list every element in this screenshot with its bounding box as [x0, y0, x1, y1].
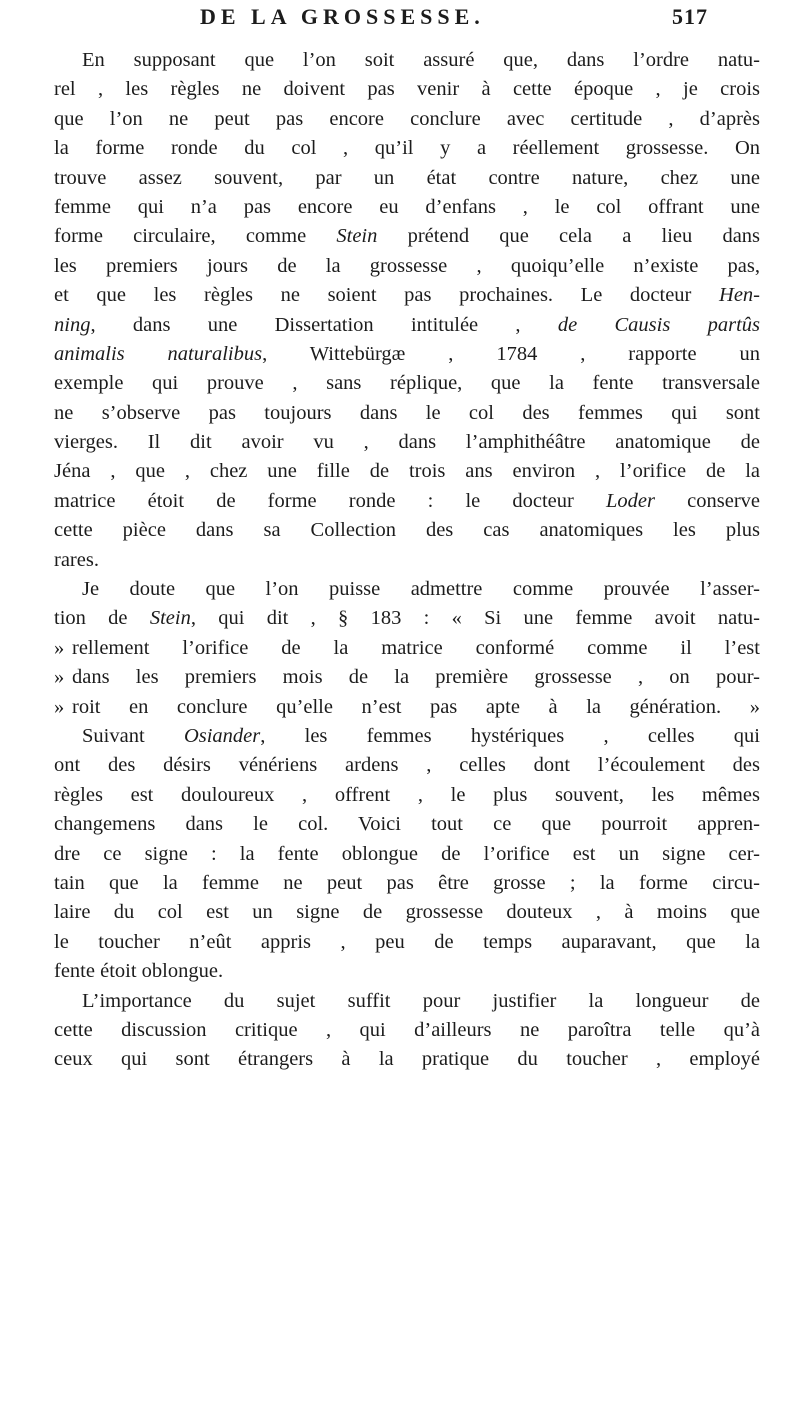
- text-line: dre ce signe : la fente oblongue de l’orifice est un signe cer-: [54, 842, 760, 865]
- text-line: que l’on ne peut pas encore conclure avec certitude , d’après: [54, 107, 760, 130]
- text-line: les premiers jours de la grossesse , quoiqu’elle n’existe pas,: [54, 254, 760, 277]
- text-segment: roit en conclure qu’elle n’est pas apte à la génération. »: [72, 695, 760, 718]
- text-line: [54, 340, 760, 369]
- text-line: règles est douloureux , offrent , le plus souvent, les mêmes: [54, 783, 760, 806]
- text-line: L’importance du sujet suffit pour justifier la longueur de: [82, 989, 760, 1012]
- text-segment: prétend que cela a lieu dans: [407, 225, 760, 248]
- quote-mark: »: [54, 695, 65, 718]
- text-line: Je doute que l’on puisse admettre comme prouvée l’asser-: [82, 578, 760, 601]
- running-title: DE LA GROSSESSE.: [200, 4, 485, 29]
- text-line: [54, 634, 760, 663]
- text-line: [54, 311, 760, 340]
- text-line: tain que la femme ne peut pas être grosse ; la forme circu-: [54, 871, 760, 894]
- text-segment: Suivant: [82, 724, 145, 747]
- quote-mark: »: [54, 636, 65, 659]
- text-segment: , Wittebürgæ , 1784 , rapporte un: [262, 342, 760, 365]
- text-line: ceux qui sont étrangers à la pratique du toucher , employé: [54, 1048, 760, 1071]
- author-name: Hen-: [719, 284, 760, 307]
- text-line: vierges. Il dit avoir vu , dans l’amphithéâtre anatomique de: [54, 431, 760, 454]
- text-line: [54, 222, 760, 251]
- text-line: [54, 722, 760, 751]
- page-number: 517: [672, 4, 708, 29]
- text-line: rares.: [54, 548, 99, 571]
- text-segment: rellement l’orifice de la matrice conformé comme il l’est: [72, 636, 760, 659]
- author-name: Osiander: [183, 724, 261, 747]
- text-line: ont des désirs vénériens ardens , celles dont l’écoulement des: [54, 754, 760, 777]
- page-body: [54, 46, 760, 1075]
- text-segment: , dans une Dissertation intitulée ,: [90, 313, 521, 336]
- text-line: exemple qui prouve , sans réplique, que la fente transversale: [54, 372, 760, 395]
- text-segment: tion de: [54, 607, 128, 630]
- text-line: la forme ronde du col , qu’il y a réellement grossesse. On: [54, 137, 760, 160]
- author-name: Stein: [149, 607, 191, 630]
- text-line: [54, 281, 760, 310]
- text-segment: et que les règles ne soient pas prochaines. Le docteur: [54, 284, 692, 307]
- text-segment: conserve: [687, 489, 760, 512]
- text-line: ne s’observe pas toujours dans le col des femmes qui sont: [54, 401, 760, 424]
- text-line: [54, 604, 760, 633]
- text-line: laire du col est un signe de grossesse douteux , à moins que: [54, 901, 760, 924]
- quote-mark: »: [54, 666, 65, 689]
- author-name: Loder: [606, 489, 656, 512]
- text-line: cette discussion critique , qui d’ailleurs ne paroîtra telle qu’à: [54, 1018, 760, 1041]
- dissertation-title: de Causis partûs: [557, 313, 760, 336]
- text-line: [54, 487, 760, 516]
- text-line: cette pièce dans sa Collection des cas anatomiques les plus: [54, 519, 760, 542]
- text-line: trouve assez souvent, par un état contre nature, chez une: [54, 166, 760, 189]
- author-name: ning: [54, 313, 91, 336]
- text-line: [54, 663, 760, 692]
- text-line: Jéna , que , chez une fille de trois ans environ , l’orifice de la: [54, 460, 760, 483]
- text-segment: forme circulaire, comme: [54, 225, 307, 248]
- text-line: rel , les règles ne doivent pas venir à cette époque , je crois: [54, 78, 760, 101]
- text-line: [54, 693, 760, 722]
- text-segment: , les femmes hystériques , celles qui: [260, 724, 760, 747]
- text-segment: dans les premiers mois de la première grossesse , on pour-: [72, 666, 760, 689]
- dissertation-title: animalis naturalibus: [54, 342, 263, 365]
- text-line: le toucher n’eût appris , peu de temps auparavant, que la: [54, 930, 760, 953]
- page-header: [120, 4, 760, 44]
- text-segment: , qui dit , § 183 : « Si une femme avoit natu-: [190, 607, 760, 630]
- author-name: Stein: [336, 225, 378, 248]
- text-line: En supposant que l’on soit assuré que, dans l’ordre natu-: [82, 49, 760, 71]
- text-line: femme qui n’a pas encore eu d’enfans , le col offrant une: [54, 195, 760, 218]
- text-segment: matrice étoit de forme ronde : le docteur: [54, 489, 574, 512]
- text-line: changemens dans le col. Voici tout ce que pourroit appren-: [54, 813, 760, 836]
- text-line: fente étoit oblongue.: [54, 960, 224, 983]
